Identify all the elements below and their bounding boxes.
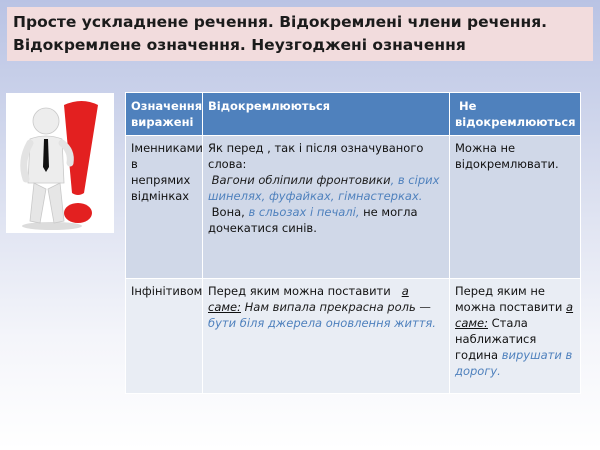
rules-table xyxy=(125,92,581,394)
slide-title-box xyxy=(7,7,593,61)
row-rule-infinitive xyxy=(203,279,450,394)
not-rule-text: Перед яким не можна поставити а саме: Стала наближатися година вирушати в дорогу. xyxy=(455,284,574,378)
example-1: Вагони обліпили фронтовики, в сірих шинелях, фуфайках, гімнастерках. xyxy=(208,173,440,203)
slide-title-line-2: Відокремлене означення. Неузгоджені означення xyxy=(13,36,466,54)
person-exclamation-figure xyxy=(6,93,114,233)
slide-title-line-1: Просте ускладнене речення. Відокремлені члени речення. xyxy=(13,13,548,31)
rule-text: Як перед , так і після означуваного слова: xyxy=(208,141,424,171)
table-row xyxy=(126,136,581,279)
example-2: Вона, в сльозах і печалі, не могла дочекатися синів. xyxy=(208,205,418,235)
row-not-separated-nouns: Можна не відокремлювати. xyxy=(450,136,581,279)
rule-text-infinitive: Перед яким можна поставити а саме: Нам випала прекрасна роль — бути біля джерела оновлення життя. xyxy=(208,284,436,330)
row-type-infinitive: Інфінітивом xyxy=(126,279,203,394)
header-not-separated: Не відокремлюються xyxy=(450,93,581,136)
row-type-nouns: Іменниками в непрямих відмінках xyxy=(126,136,203,279)
header-separated: Відокремлюються xyxy=(203,93,450,136)
row-rule-nouns xyxy=(203,136,450,279)
row-not-separated-infinitive xyxy=(450,279,581,394)
header-means-expressed: Означення виражені xyxy=(126,93,203,136)
table-header-row xyxy=(126,93,581,136)
person-with-exclamation-mark-icon xyxy=(6,93,114,233)
table-row xyxy=(126,279,581,394)
